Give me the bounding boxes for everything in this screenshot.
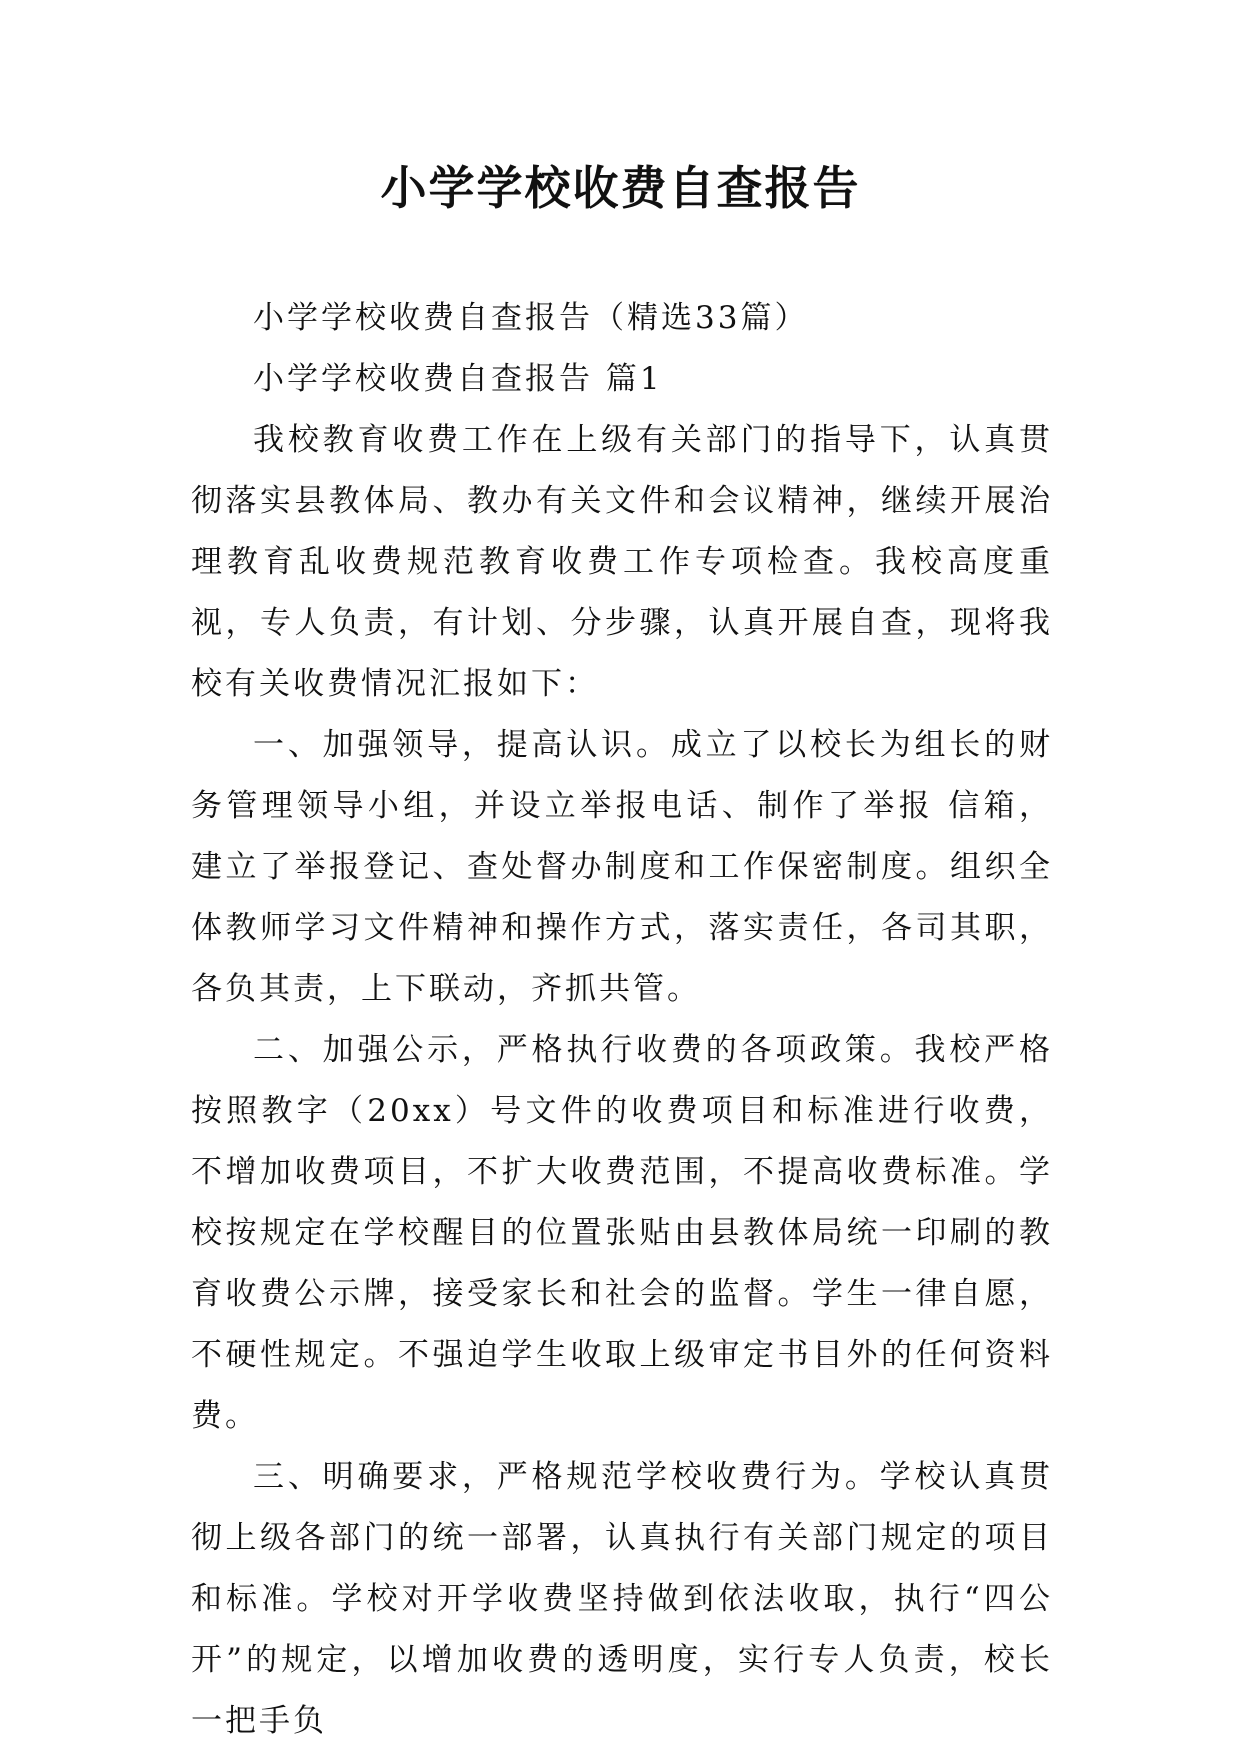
paragraph-point-2: 二、加强公示，严格执行收费的各项政策。我校严格按照教字（20xx）号文件的收费项目和标准进行收费，不增加收费项目，不扩大收费范围，不提高收费标准。学校按规定在学校醒目的位置张贴由县教体局统一印刷的教育收费公示牌，接受家长和社会的监督。学生一律自愿，不硬性规定。不强迫学生收取上级审定书目外的任何资料费。	[191, 1032, 1053, 1434]
document-title: 小学学校收费自查报告	[380, 161, 861, 215]
document-body	[191, 288, 1053, 1752]
paragraph-intro: 我校教育收费工作在上级有关部门的指导下，认真贯彻落实县教体局、教办有关文件和会议精神，继续开展治理教育乱收费规范教育收费工作专项检查。我校高度重视，专人负责，有计划、分步骤，认真开展自查，现将我校有关收费情况汇报如下：	[191, 422, 1053, 702]
paragraph-subtitle: 小学学校收费自查报告（精选33篇）	[253, 300, 809, 336]
paragraph-section-heading: 小学学校收费自查报告 篇1	[253, 361, 663, 397]
paragraph-point-3: 三、明确要求，严格规范学校收费行为。学校认真贯彻上级各部门的统一部署，认真执行有关部门规定的项目和标准。学校对开学收费坚持做到依法收取，执行“四公开”的规定，以增加收费的透明度，实行专人负责，校长一把手负	[191, 1459, 1053, 1739]
paragraph-point-1: 一、加强领导，提高认识。成立了以校长为组长的财务管理领导小组，并设立举报电话、制作了举报 信箱，建立了举报登记、查处督办制度和工作保密制度。组织全体教师学习文件精神和操作方式，落实责任，各司其职，各负其责，上下联动，齐抓共管。	[191, 727, 1053, 1007]
